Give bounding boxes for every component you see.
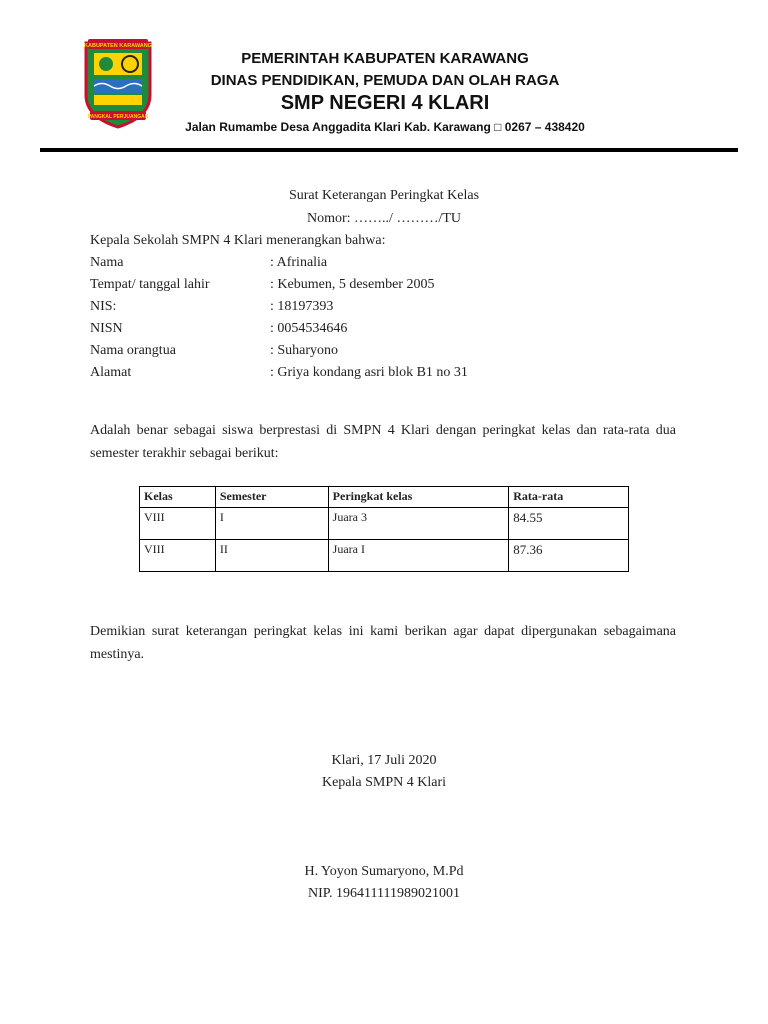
school-address: Jalan Rumambe Desa Anggadita Klari Kab. Karawang □ 0267 – 438420 <box>185 120 585 134</box>
table-header-row <box>140 487 629 508</box>
field-value-parent: : Suharyono <box>270 343 339 358</box>
table-cell: II <box>215 540 328 572</box>
place-date: Klari, 17 Juli 2020 <box>331 753 437 768</box>
table-cell: I <box>215 508 328 540</box>
letter-number: Nomor: ……../ ………/TU <box>307 211 461 226</box>
field-label-nisn: NISN <box>90 321 123 336</box>
field-label-name: Nama <box>90 255 124 270</box>
logo-ribbon-top: KABUPATEN KARAWANG <box>84 43 152 49</box>
table-header-cell: Kelas <box>140 487 216 508</box>
field-label-nis: NIS: <box>90 299 117 314</box>
table-cell: 84.55 <box>509 508 629 540</box>
table-row <box>140 540 629 572</box>
table-row <box>140 508 629 540</box>
field-value-address: : Griya kondang asri blok B1 no 31 <box>270 365 468 380</box>
letter-title: Surat Keterangan Peringkat Kelas <box>288 188 480 203</box>
signer-name: H. Yoyon Sumaryono, M.Pd <box>304 864 464 879</box>
school-name: SMP NEGERI 4 KLARI <box>280 92 490 114</box>
field-value-nis: : 18197393 <box>270 299 334 314</box>
statement-paragraph: Adalah benar sebagai siswa berprestasi di SMPN 4 Klari dengan peringkat kelas dan rata-rata dua semester terakhir sebagai berikut: <box>90 423 676 461</box>
logo-ribbon-bottom: PANGKAL PERJUANGAN <box>87 114 149 120</box>
regency-crest-logo <box>82 37 154 129</box>
table-header-cell: Rata-rata <box>509 487 629 508</box>
table-header-cell: Peringkat kelas <box>328 487 509 508</box>
table-cell: Juara 3 <box>328 508 509 540</box>
signer-nip: NIP. 196411111989021001 <box>308 886 460 901</box>
table-cell: VIII <box>140 540 216 572</box>
intro-text: Kepala Sekolah SMPN 4 Klari menerangkan bahwa: <box>90 233 386 248</box>
field-label-parent: Nama orangtua <box>90 343 176 358</box>
table-cell: VIII <box>140 508 216 540</box>
field-value-nisn: : 0054534646 <box>270 321 348 336</box>
field-label-address: Alamat <box>90 365 132 380</box>
table-header-cell: Semester <box>215 487 328 508</box>
closing-paragraph: Demikian surat keterangan peringkat kelas ini kami berikan agar dapat dipergunakan sebagaimana mestinya. <box>90 624 676 662</box>
government-name: PEMERINTAH KABUPATEN KARAWANG <box>241 50 529 67</box>
class-rank-table <box>139 486 629 572</box>
field-label-birth: Tempat/ tanggal lahir <box>90 277 210 292</box>
department-name: DINAS PENDIDIKAN, PEMUDA DAN OLAH RAGA <box>210 72 560 89</box>
table-cell: Juara I <box>328 540 509 572</box>
table-cell: 87.36 <box>509 540 629 572</box>
signer-title: Kepala SMPN 4 Klari <box>321 775 447 790</box>
letterhead-divider <box>40 148 738 152</box>
field-value-birth: : Kebumen, 5 desember 2005 <box>270 277 435 292</box>
field-value-name: : Afrinalia <box>270 255 328 270</box>
